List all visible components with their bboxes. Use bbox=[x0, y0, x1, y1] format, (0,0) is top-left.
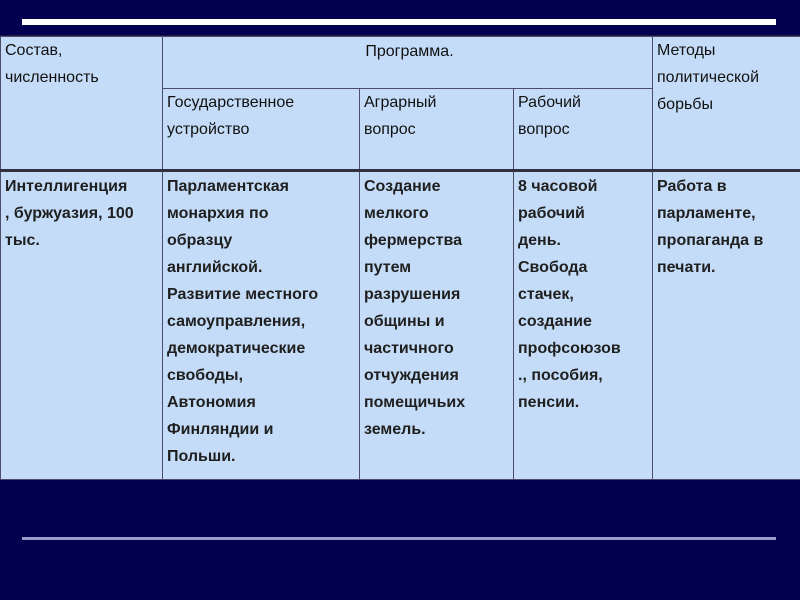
cell-composition-text: Интеллигенция , буржуазия, 100 тыс. bbox=[5, 178, 134, 249]
cell-labor-question bbox=[514, 171, 653, 480]
cell-composition bbox=[1, 171, 163, 480]
program-table bbox=[0, 35, 800, 480]
cell-state-structure bbox=[163, 171, 360, 480]
header-program-text: Программа. bbox=[365, 43, 454, 60]
header-methods-text: Методы политической борьбы bbox=[657, 42, 759, 113]
header-program bbox=[163, 37, 653, 89]
cell-agrarian-question-text: Создание мелкого фермерства путем разрушения общины и частичного отчуждения помещичьих земель. bbox=[364, 178, 466, 438]
comparison-table bbox=[0, 36, 800, 480]
subheader-agrarian-question-text: Аграрный вопрос bbox=[364, 94, 437, 138]
header-methods bbox=[653, 37, 800, 171]
subheader-state-structure bbox=[163, 89, 360, 171]
cell-methods-text: Работа в парламенте, пропаганда в печати. bbox=[657, 178, 764, 276]
subheader-state-structure-text: Государственное устройство bbox=[167, 94, 295, 138]
subheader-labor-question bbox=[514, 89, 653, 171]
cell-state-structure-text: Парламентская монархия по образцу английской. Развитие местного самоуправления, демократические свободы, Автономия Финляндии и Польши. bbox=[167, 178, 319, 465]
subheader-labor-question-text: Рабочий вопрос bbox=[518, 94, 581, 138]
header-row-1 bbox=[1, 37, 800, 89]
cell-agrarian-question bbox=[360, 171, 514, 480]
cell-labor-question-text: 8 часовой рабочий день. Свобода стачек, создание профсоюзов ., пособия, пенсии. bbox=[518, 178, 621, 411]
cell-methods bbox=[653, 171, 800, 480]
header-composition-text: Состав, численность bbox=[5, 42, 99, 86]
table-row bbox=[1, 171, 800, 480]
subheader-agrarian-question bbox=[360, 89, 514, 171]
top-rule bbox=[22, 19, 776, 25]
header-composition bbox=[1, 37, 163, 171]
bottom-rule bbox=[22, 537, 776, 540]
